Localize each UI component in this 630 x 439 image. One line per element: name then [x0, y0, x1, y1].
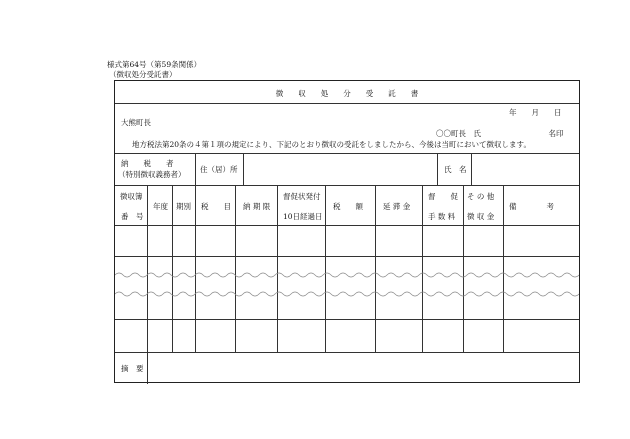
sender-line: 〇〇町長 氏 名印: [436, 129, 564, 138]
name-field[interactable]: [473, 157, 577, 181]
name-label: 氏 名: [444, 165, 467, 174]
addressee: 大熊町長: [121, 118, 151, 127]
form-table: [114, 80, 580, 383]
summary-label: 摘 要: [121, 364, 144, 373]
summary-field[interactable]: [149, 355, 577, 381]
date-label: 年 月 日: [509, 108, 562, 117]
form-name: （徴収処分受託書）: [109, 70, 177, 79]
col-demand-fee-2: 手 数 料: [428, 212, 456, 221]
col-tax-item: 税 目: [201, 202, 231, 211]
col-due-date: 納 期 限: [243, 202, 271, 211]
body-text: 地方税法第20条の４第１項の規定により、下記のとおり徴収の受託をしましたから、今後は当町において徴収します。: [132, 140, 531, 149]
col-ledger-no: 徴収簿: [120, 192, 143, 201]
col-other: そ の 他: [467, 192, 495, 201]
form-number: 様式第64号（第59条関係）: [107, 60, 202, 69]
col-notice: 督促状発付: [283, 192, 321, 201]
col-late-fee: 延 滞 金: [383, 202, 411, 211]
divider: [115, 153, 579, 154]
col-year: 年度: [153, 202, 168, 211]
divider: [115, 103, 579, 104]
col-ledger-no-2: 番 号: [121, 212, 144, 221]
col-remarks: 備 考: [509, 202, 554, 211]
divider: [115, 185, 579, 186]
col-other-2: 徴 収 金: [467, 212, 495, 221]
col-notice-2: 10日経過日: [283, 212, 323, 221]
address-label: 住（居）所: [200, 165, 238, 174]
omission-wave-top: [115, 270, 579, 280]
taxpayer-label: 納 税 者: [121, 159, 174, 168]
address-field[interactable]: [245, 157, 435, 181]
omission-wave-bottom: [115, 289, 579, 299]
col-tax-amount: 税 額: [333, 202, 363, 211]
taxpayer-sublabel: （特別徴収義務者）: [118, 170, 186, 179]
document-title: 徴 収 処 分 受 託 書: [275, 89, 419, 98]
col-period: 期別: [176, 202, 191, 211]
col-demand-fee: 督 促: [428, 192, 458, 201]
